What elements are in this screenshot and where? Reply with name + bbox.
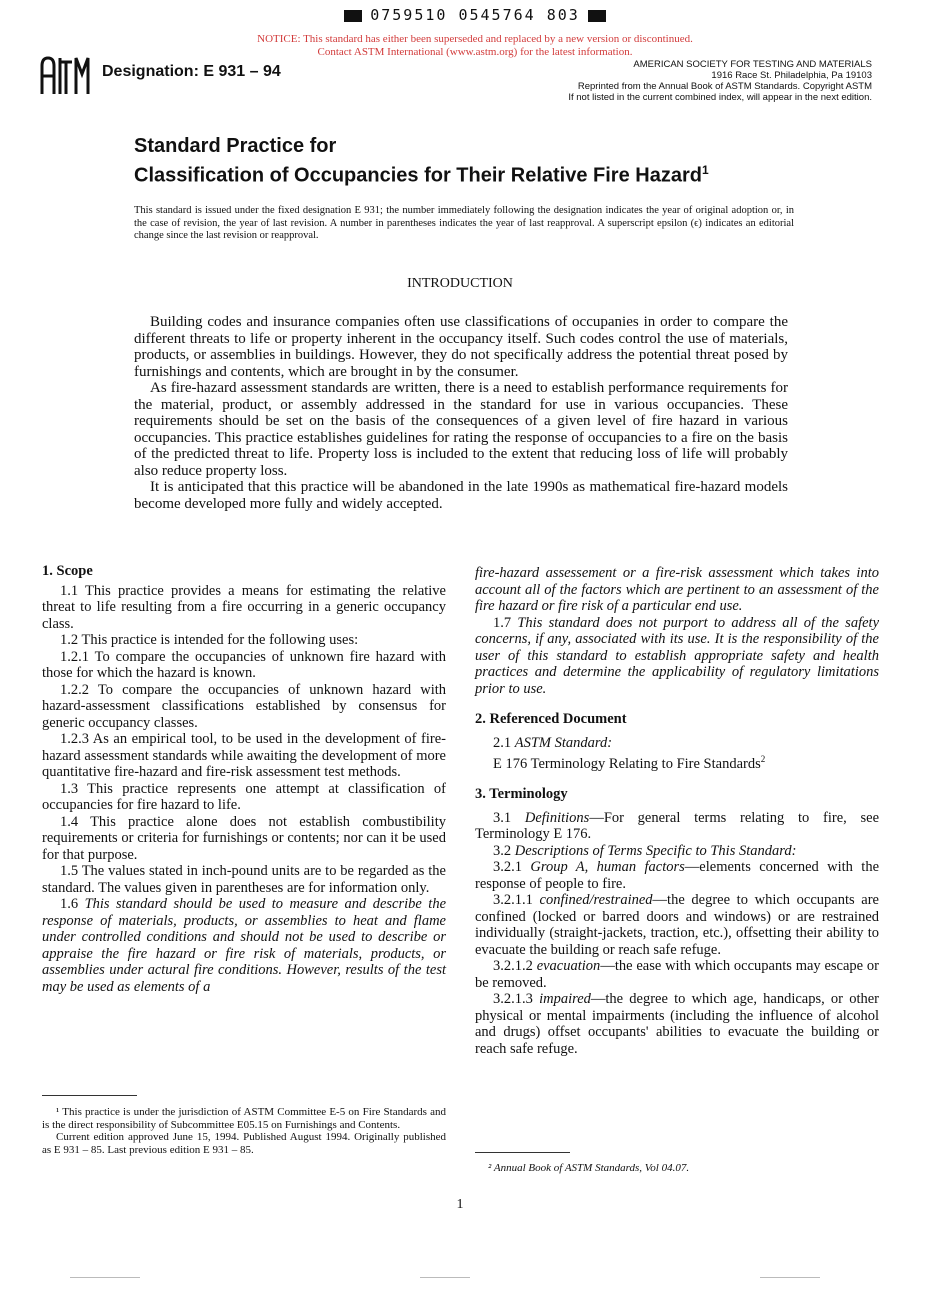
- title-line-2: [134, 158, 709, 188]
- intro-paragraph: As fire-hazard assessment standards are written, there is a need to establish performance requirements for the material, product, or assembly addressed in the standard for use in various occupancies. These requirements should be set on the basis of the consequences of a given level of fire hazard in various occupancies. This practice establishes guidelines for rating the response of occupancies to a fire on the basis of the predicted threat to life. Property loss is included to the extent that reducing loss of life will probably also reduce property loss.: [134, 380, 788, 479]
- introduction-body: [134, 314, 788, 512]
- page-number: 1: [456, 1197, 464, 1212]
- referenced-document-heading: 2. Referenced Document: [475, 711, 627, 727]
- section-3-2-1-term: Group A, human factors: [530, 859, 685, 876]
- scope-heading: 1. Scope: [42, 563, 93, 579]
- section-1-7: [475, 615, 879, 698]
- section-3-2-1-2-number: 3.2.1.2: [493, 958, 537, 975]
- section-3-2-number: 3.2: [493, 842, 515, 859]
- society-line: Reprinted from the Annual Book of ASTM Standards. Copyright ASTM: [577, 81, 872, 92]
- section-3-1-term: Definitions: [524, 809, 590, 826]
- section-1-6-continued-text: fire-hazard assessement or a fire-risk assessment which takes into account all of the factors which are pertinent to an assessment of the fire hazard or fire risk of a particular end use.: [475, 565, 879, 614]
- section-3-1: [475, 810, 879, 843]
- document-code-text: 0759510 0545764 803: [370, 6, 580, 24]
- introduction-heading: INTRODUCTION: [407, 276, 513, 291]
- notice-line-2: Contact ASTM International (www.astm.org) for the latest information.: [317, 46, 633, 58]
- society-line: If not listed in the current combined index, will appear in the next edition.: [568, 92, 872, 103]
- footnote-2: ² Annual Book of ASTM Standards, Vol 04.07.: [488, 1162, 690, 1174]
- section-1-6-continued: [475, 565, 879, 615]
- section-3-2-1-3-text: —the degree to which age, handicaps, or other physical or mental impairments (including the influence of alcohol and drugs) offset occupants' abilities to evacuate the building or reach safe refuge.: [475, 991, 879, 1057]
- intro-paragraph: It is anticipated that this practice will be abandoned in the late 1990s as mathematical fire-hazard models become developed more fully and widely accepted.: [134, 479, 788, 512]
- footnote-divider-left: [42, 1095, 137, 1096]
- notice-line-1: NOTICE: This standard has either been superseded and replaced by a new version or discontinued.: [257, 33, 693, 45]
- footnote-1: ¹ This practice is under the jurisdiction of ASTM Committee E-5 on Fire Standards and is the direct responsibility of Subcommittee E05.15 on Furnishings and Contents.: [42, 1106, 446, 1131]
- referenced-standard-footnote-mark: 2: [760, 754, 766, 764]
- section-3-2: [475, 843, 879, 860]
- section-3-2-1-1-term: confined/restrained: [539, 892, 653, 909]
- section-3-1-text: —For general terms relating to fire, see Terminology E 176.: [475, 809, 879, 843]
- section-3-2-text: Descriptions of Terms Specific to This Standard:: [514, 842, 797, 859]
- barcode-block-left: [344, 10, 362, 22]
- section-3-2-1-1: [475, 892, 879, 958]
- footnote-1b: Current edition approved June 15, 1994. Published August 1994. Originally published as E 931 – 85. Last previous edition E 931 – 85.: [42, 1131, 446, 1156]
- section-1-6: [42, 896, 446, 995]
- left-column: [42, 563, 446, 995]
- astm-logo-icon: [38, 52, 94, 98]
- section-3-2-1-1-text: —the degree to which occupants are confined (locked or barred doors and windows) or are restrained individually (straight-jackets, traction, etc.), offsetting their ability to evacuate the building or reach safe refuge.: [475, 892, 879, 958]
- section-2-1-number: 2.1: [493, 734, 515, 751]
- issued-statement: This standard is issued under the fixed designation E 931; the number immediately following the designation indicates the year of original adoption or, in the case of revision, the year of last revision. A number in parentheses indicates the year of last reapproval. A superscript epsilon (ϵ) indicates an editorial change since the last revision or reapproval.: [134, 205, 794, 241]
- footnotes-left: [42, 1106, 446, 1156]
- page-title: [134, 134, 709, 188]
- document-code: [0, 6, 950, 24]
- section-1-2: 1.2 This practice is intended for the following uses:: [60, 632, 359, 648]
- section-1-2-2: 1.2.2 To compare the occupancies of unknown hazard with hazard-assessment classifications established by consensus for generic occupancy classes.: [42, 681, 446, 731]
- section-3-2-1-3-number: 3.2.1.3: [493, 991, 540, 1008]
- title-line-1: Standard Practice for: [134, 135, 337, 157]
- section-3-2-1-2-term: evacuation: [536, 958, 601, 975]
- section-1-1: 1.1 This practice provides a means for estimating the relative threat to life resulting from a fire occurring in a generic occupancy class.: [42, 582, 446, 632]
- section-3-2-1-2-text: —the ease with which occupants may escape or be removed.: [475, 958, 879, 991]
- title-line-2-text: Classification of Occupancies for Their Relative Fire Hazard: [134, 164, 702, 187]
- section-1-7-text: This standard does not purport to address all of the safety concerns, if any, associated with its use. It is the responsibility of the user of this standard to establish appropriate safety and health practices and determine the applicability of regulatory limitations prior to use.: [475, 614, 879, 697]
- referenced-standard-text: E 176 Terminology Relating to Fire Standards: [493, 755, 761, 772]
- society-line: 1916 Race St. Philadelphia, Pa 19103: [711, 70, 872, 81]
- society-info: [568, 59, 872, 103]
- section-3-2-1-text: —elements concerned with the response of people to fire.: [475, 859, 880, 892]
- intro-paragraph: Building codes and insurance companies often use classifications of occupanies in order to compare the different threats to life or property inherent in the occupancy itself. Such codes control the use of materials, products, or assemblies in buildings. However, they do not specifically address the potential threat posed by furnishings and contents, which are brought in by the consumer.: [134, 314, 788, 380]
- scan-artifact: [760, 1277, 820, 1278]
- section-1-7-number: 1.7: [493, 614, 518, 631]
- section-3-1-number: 3.1: [493, 809, 525, 826]
- section-3-2-1-number: 3.2.1: [493, 859, 531, 876]
- section-3-2-1-3-term: impaired: [539, 991, 591, 1008]
- section-2-1-text: ASTM Standard:: [514, 734, 613, 751]
- society-line: AMERICAN SOCIETY FOR TESTING AND MATERIALS: [633, 59, 872, 70]
- terminology-heading: 3. Terminology: [475, 786, 568, 803]
- scan-artifact: [70, 1277, 140, 1278]
- section-3-2-1: [475, 859, 879, 892]
- section-1-3: 1.3 This practice represents one attempt at classification of occupancies for fire hazard to life.: [42, 780, 446, 813]
- section-3-2-1-2: [475, 958, 879, 991]
- scan-artifact: [420, 1277, 470, 1278]
- section-1-6-text: This standard should be used to measure and describe the response of materials, products, or assemblies to heat and flame under controlled conditions and should not be used to describe or appraise the fire hazard or fire risk of materials, products, or assemblies under actural fire conditions. However, results of the test may be used as elements of a: [42, 896, 447, 995]
- designation: Designation: E 931 – 94: [102, 63, 281, 80]
- section-2-1: [475, 735, 879, 752]
- right-column: [475, 565, 879, 1057]
- section-3-2-1-1-number: 3.2.1.1: [493, 892, 540, 909]
- title-footnote-mark: 1: [701, 163, 709, 177]
- section-1-2-1: 1.2.1 To compare the occupancies of unknown fire hazard with those for which the hazard is known.: [42, 648, 446, 681]
- section-1-5: 1.5 The values stated in inch-pound units are to be regarded as the standard. The values given in parentheses are for information only.: [42, 863, 446, 896]
- section-3-2-1-3: [475, 991, 879, 1057]
- barcode-block-right: [588, 10, 606, 22]
- section-1-2-3: 1.2.3 As an empirical tool, to be used in the development of fire-hazard assessment standards while awaiting the development of more quantitative fire-hazard and fire-risk assessment test methods.: [42, 731, 446, 780]
- footnote-divider-right: [475, 1152, 570, 1153]
- section-1-4: 1.4 This practice alone does not establish combustibility requirements or criteria for furnishings or contents; nor can it be used for that purpose.: [42, 813, 446, 863]
- referenced-standard-item: [475, 751, 879, 772]
- section-1-6-number: 1.6: [60, 896, 85, 912]
